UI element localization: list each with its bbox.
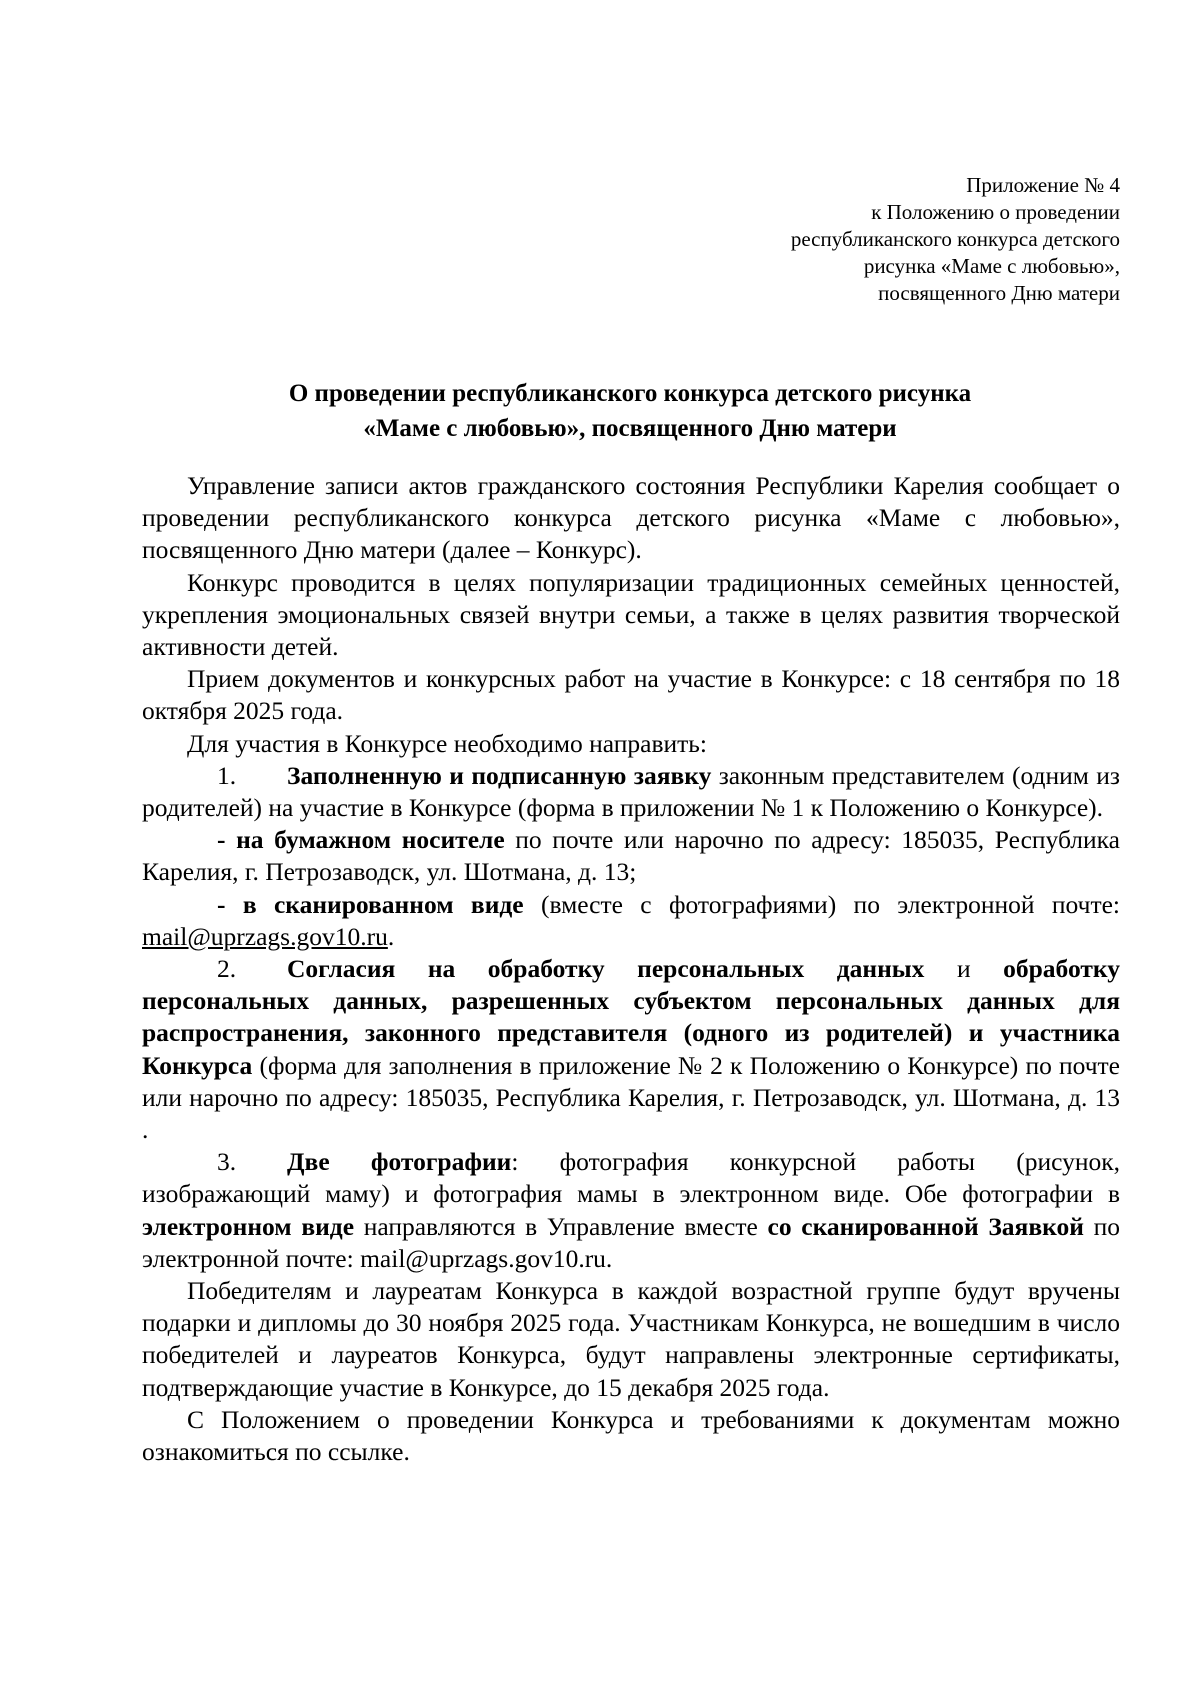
list-item-2-text: (форма для заполнения в приложение № 2 к Положению о Конкурсе) по почте или нарочно по адресу: 185035, Республика Карелия, г. Петрозаводск, ул. Шотмана, д. 13 . [142,1050,1120,1145]
list-item-1-scan [142,889,1120,953]
annex-header [600,172,1120,307]
title-line-2: «Маме с любовью», посвященного Дню матери [363,415,897,442]
list-item-1-bold: Заполненную и подписанную заявку [287,760,712,790]
annex-line-3: республиканского конкурса детского [790,227,1120,251]
scan-bold: - в сканированном виде [217,889,524,919]
list-item-1-text: законным представителем (одним из родителей) на участие в Конкурсе (форма в приложении № 1 к Положению о Конкурсе). [142,760,1120,823]
paragraph-goals: Конкурс проводится в целях популяризации традиционных семейных ценностей, укрепления эмоциональных связей внутри семьи, а также в целях развития творческой активности детей. [142,567,1120,662]
email-link[interactable]: mail@uprzags.gov10.ru [142,921,388,951]
annex-line-4: рисунка «Маме с любовью», [863,254,1120,278]
scan-text: (вместе с фотографиями) по электронной почте: [523,889,1120,919]
list-item-3-bold-3: со сканированной Заявкой [767,1211,1084,1241]
annex-line-1: Приложение № 4 [966,173,1120,197]
list-item-3-number: 3. [217,1147,237,1177]
list-item-3-text-3: по электронной почте: mail@uprzags.gov10.ru. [142,1211,1120,1273]
list-item-2-bold-2: обработку персональных данных, разрешенных субъектом персональных данных для распространения, законного представителя (одного из родителей) и участника Конкурса [142,954,1120,1080]
list-item-2-mid: и [924,954,1004,984]
list-item-3-text-1: : фотография конкурсной работы (рисунок, изображающий маму) и фотография мамы в электронном виде. Обе фотографии в [142,1147,1120,1209]
list-item-1-number: 1. [217,760,237,790]
list-item-2-bold-1: Согласия на обработку персональных данных [287,954,925,984]
annex-line-2: к Положению о проведении [871,200,1120,224]
list-item-3 [142,1146,1120,1275]
scan-end: . [387,921,395,951]
document-body [142,470,1120,1468]
list-item-1-paper [142,824,1120,888]
list-item-3-bold-1: Две фотографии [287,1147,512,1177]
paper-text: по почте или нарочно по адресу: 185035, Республика Карелия, г. Петрозаводск, ул. Шотмана, д. 13; [142,825,1120,887]
list-item-3-bold-2: электронном виде [142,1211,355,1241]
list-item-1 [142,760,1120,824]
list-item-3-text-2: направляются в Управление вместе [354,1211,768,1241]
title-line-1: О проведении республиканского конкурса детского рисунка [288,380,972,407]
paragraph-requirements: Для участия в Конкурсе необходимо направить: [187,728,708,758]
list-item-2-number: 2. [217,954,237,984]
paragraph-awards: Победителям и лауреатам Конкурса в каждой возрастной группе будут вручены подарки и дипломы до 30 ноября 2025 года. Участникам Конкурса, не вошедшим в число победителей и лауреатов Конкурса, будут направлены электронные сертификаты, подтверждающие участие в Конкурсе, до 15 декабря 2025 года. [142,1276,1120,1402]
annex-line-5: посвященного Дню матери [878,281,1120,305]
paragraph-link: С Положением о проведении Конкурса и требованиями к документам можно ознакомиться по ссылке. [142,1404,1120,1467]
list-item-2 [142,953,1120,1146]
document-title [140,376,1120,446]
paragraph-intro: Управление записи актов гражданского состояния Республики Карелия сообщает о проведении республиканского конкурса детского рисунка «Маме с любовью», посвященного Дню матери (далее – Конкурс). [142,471,1120,565]
paper-bold: - на бумажном носителе [217,825,505,855]
paragraph-dates: Прием документов и конкурсных работ на участие в Конкурсе: с 18 сентября по 18 октября 2025 года. [142,664,1120,726]
